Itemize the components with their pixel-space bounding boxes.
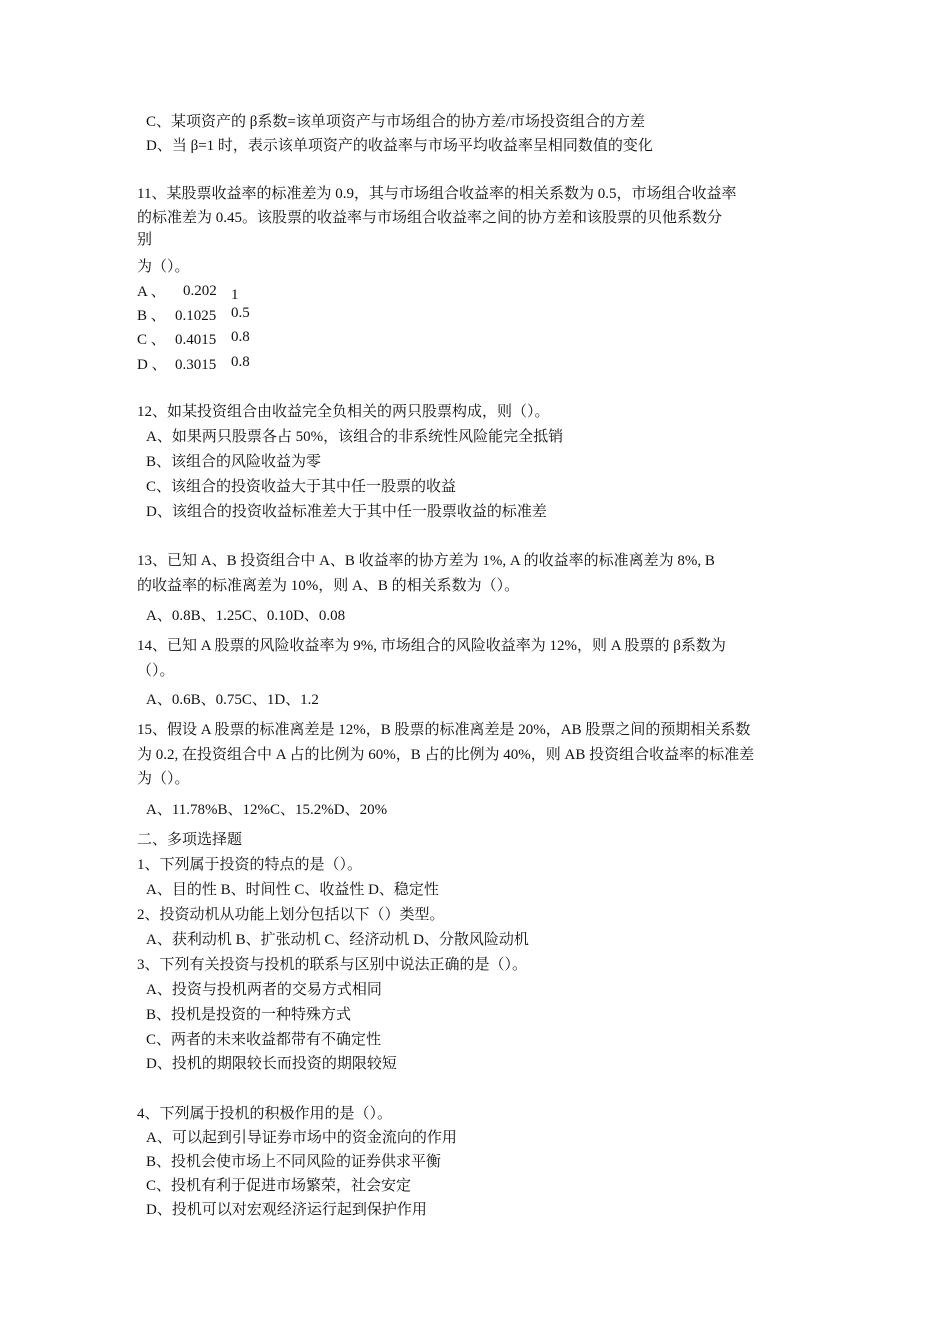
- q11-stem-line-3: 别: [137, 232, 153, 248]
- option-letter: C 、: [137, 332, 166, 348]
- q13-stem-line-1: 13、已知 A、B 投资组合中 A、B 收益率的协方差为 1%, A 的收益率的标准离差为 8%, B: [137, 553, 715, 569]
- m2-options: A、获利动机 B、扩张动机 C、经济动机 D、分散风险动机: [146, 932, 529, 948]
- m3-option-b: B、投机是投资的一种特殊方式: [146, 1007, 352, 1023]
- q12-option-a: A、如果两只股票各占 50%，该组合的非系统性风险能完全抵销: [146, 429, 564, 445]
- option-letter: D 、: [137, 357, 167, 373]
- option-beta: 0.8: [231, 354, 250, 370]
- q11-stem-line-4: 为（）。: [137, 259, 190, 275]
- q14-stem-line-2: （）。: [137, 663, 175, 679]
- q10-option-d: D、当 β=1 时，表示该单项资产的收益率与市场平均收益率呈相同数值的变化: [146, 138, 653, 154]
- q15-stem-line-3: 为（）。: [137, 771, 190, 787]
- q12-stem: 12、如某投资组合由收益完全负相关的两只股票构成，则（）。: [137, 404, 550, 420]
- m1-stem: 1、下列属于投资的特点的是（）。: [137, 857, 363, 873]
- q13-stem-line-2: 的收益率的标准离差为 10%，则 A、B 的相关系数为（）。: [137, 578, 520, 594]
- option-covariance: 0.1025: [175, 308, 217, 324]
- m3-stem: 3、下列有关投资与投机的联系与区别中说法正确的是（）。: [137, 957, 528, 973]
- q12-option-d: D、该组合的投资收益标准差大于其中任一股票收益的标准差: [146, 504, 547, 520]
- option-covariance: 0.3015: [175, 357, 217, 373]
- m3-option-c: C、两者的未来收益都带有不确定性: [146, 1032, 382, 1048]
- option-letter: A 、: [137, 284, 166, 300]
- m4-option-d: D、投机可以对宏观经济运行起到保护作用: [146, 1202, 427, 1218]
- m4-option-a: A、可以起到引导证券市场中的资金流向的作用: [146, 1130, 457, 1146]
- q12-option-b: B、该组合的风险收益为零: [146, 454, 322, 470]
- q15-options: A、11.78%B、12%C、15.2%D、20%: [146, 802, 388, 818]
- option-covariance: 0.202: [183, 283, 217, 299]
- q15-stem-line-2: 为 0.2, 在投资组合中 A 占的比例为 60%，B 占的比例为 40%，则 AB 投资组合收益率的标准差: [137, 747, 755, 763]
- option-beta: 0.8: [231, 329, 250, 345]
- q10-option-c: C、某项资产的 β系数=该单项资产与市场组合的协方差/市场投资组合的方差: [146, 114, 646, 130]
- q15-stem-line-1: 15、假设 A 股票的标准离差是 12%，B 股票的标准离差是 20%，AB 股票之间的预期相关系数: [137, 722, 751, 738]
- option-beta: 0.5: [231, 305, 250, 321]
- q14-stem-line-1: 14、已知 A 股票的风险收益率为 9%, 市场组合的风险收益率为 12%，则 A 股票的 β系数为: [137, 638, 726, 654]
- option-covariance: 0.4015: [175, 332, 217, 348]
- m4-stem: 4、下列属于投机的积极作用的是（）。: [137, 1106, 393, 1122]
- q14-options: A、0.6B、0.75C、1D、1.2: [146, 692, 319, 708]
- q12-option-c: C、该组合的投资收益大于其中任一股票的收益: [146, 479, 457, 495]
- m2-stem: 2、投资动机从功能上划分包括以下（）类型。: [137, 907, 445, 923]
- m3-option-d: D、投机的期限较长而投资的期限较短: [146, 1056, 397, 1072]
- m4-option-c: C、投机有利于促进市场繁荣，社会安定: [146, 1178, 412, 1194]
- q11-stem-line-1: 11、某股票收益率的标准差为 0.9，其与市场组合收益率的相关系数为 0.5，市场组合收益率: [137, 186, 737, 202]
- q11-stem-line-2: 的标准差为 0.45。该股票的收益率与市场组合收益率之间的协方差和该股票的贝他系数分: [137, 210, 723, 226]
- m1-options: A、目的性 B、时间性 C、收益性 D、稳定性: [146, 882, 439, 898]
- q13-options: A、0.8B、1.25C、0.10D、0.08: [146, 608, 346, 624]
- m3-option-a: A、投资与投机两者的交易方式相同: [146, 982, 382, 998]
- option-letter: B 、: [137, 308, 166, 324]
- m4-option-b: B、投机会使市场上不同风险的证券供求平衡: [146, 1154, 442, 1170]
- section-title: 二、多项选择题: [137, 832, 243, 848]
- option-beta: 1: [231, 287, 239, 303]
